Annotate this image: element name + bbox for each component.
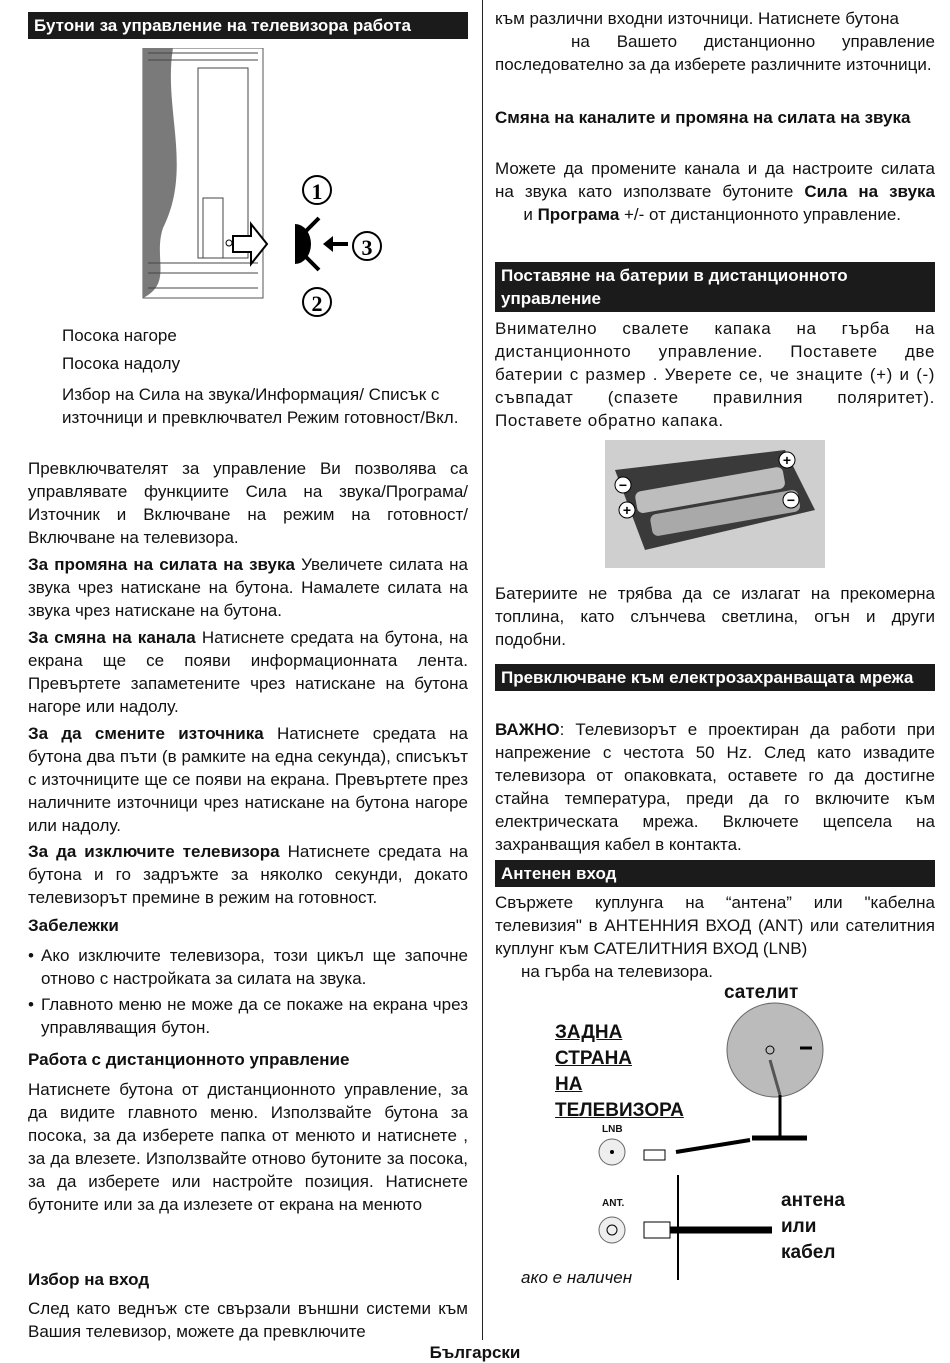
callout-2: 2 bbox=[311, 291, 323, 316]
tv-back-label: ЗАДНА СТРАНА НА ТЕЛЕВИЗОРА bbox=[555, 1022, 684, 1121]
source-paragraph: За да смените източника Натиснете средата на бутона два пъти (в рамките на една секунда), списъкът с източниците ще се появи на екрана. Превъртете през наличните източници чрез натискане на бутона нагоре или надолу. bbox=[28, 724, 468, 835]
cable-label: антена или кабел bbox=[781, 1190, 845, 1263]
power-header: Превключване към електрозахранващата мрежа bbox=[495, 664, 935, 691]
battery-header: Поставяне на батерии в дистанционното управление bbox=[495, 262, 935, 312]
antenna-paragraph: Свържете куплунга на “антена” или "кабелна телевизия" в АНТЕННИЯ ВХОД (ANT) или сателитния куплунг към САТЕЛИТНИЯ ВХОД (LNB) bbox=[495, 893, 935, 958]
volume-paragraph: За промяна на силата на звука Увеличете силата на звука чрез натискане на бутона. Намалете силата на звука чрез натискане на бутона. bbox=[28, 555, 468, 620]
channel-volume-title: Смяна на каналите и промяна на силата на звука bbox=[495, 108, 911, 127]
antenna-paragraph-2: на гърба на телевизора. bbox=[521, 962, 714, 981]
satellite-label: сателит bbox=[724, 982, 799, 1003]
button-item-select: Избор на Сила на звука/Информация/ Списък с източници и превключвател Режим готовност/Вкл. bbox=[62, 385, 459, 427]
svg-text:−: − bbox=[618, 477, 628, 493]
battery-warning: Батериите не трябва да се излагат на прекомерна топлина, като слънчева светлина, огън и други подобни. bbox=[495, 584, 935, 649]
battery-paragraph: Внимателно свалете капака на гърба на дистанционното управление. Поставете две батерии с размер . Уверете се, че знаците (+) и (-) съвпадат (спазете правилния поляритет). Поставете обратно капака. bbox=[495, 319, 935, 430]
off-paragraph: За да изключите телевизора Натиснете средата на бутона и го задръжте за няколко секунди, докато телевизорът премине в режим на готовност. bbox=[28, 842, 468, 907]
button-item-down: Посока надолу bbox=[62, 354, 181, 373]
lnb-label: LNB bbox=[602, 1124, 623, 1135]
button-item-up: Посока нагоре bbox=[62, 326, 177, 345]
remote-paragraph: Натиснете бутона от дистанционното управление, за да видите главното меню. Използвайте бутона за посока, за да изберете папка от менюто и натиснете , за да влезете. Използвайте отново бутоните за посока, за да изберете или настройте позиция. Натиснете бутоните или за да излезете от екрана на менюто bbox=[28, 1080, 468, 1214]
callout-1: 1 bbox=[311, 179, 323, 204]
svg-text:+: + bbox=[782, 452, 792, 468]
ant-label: ANT. bbox=[602, 1198, 625, 1209]
notes-title: Забележки bbox=[28, 916, 119, 935]
column-divider bbox=[482, 0, 483, 1340]
intro-paragraph: Превключвателят за управление Ви позволява са управлявате функциите Сила на звука/Програма/ Източник и Включване на режим на готовност/ Включване на телевизора. bbox=[28, 459, 468, 547]
tv-buttons-header: Бутони за управление на телевизора работа bbox=[28, 12, 468, 39]
note-item: • Ако изключите телевизора, този цикъл ще започне отново с настройката за силата на звука. bbox=[28, 946, 468, 988]
antenna-header: Антенен вход bbox=[495, 860, 935, 887]
if-available-note: ако е наличен bbox=[521, 1268, 633, 1287]
input-paragraph: След като веднъж сте свързали външни системи към Вашия телевизор, можете да превключите bbox=[28, 1299, 468, 1341]
tv-control-button-diagram bbox=[133, 48, 403, 323]
power-paragraph: ВАЖНО: Телевизорът е проектиран да работи при напрежение с честота 50 Hz. След като извадите телевизора от опаковката, оставете го да достигне стайна температура, преди да го включите към електрическата мрежа. Включете щепсела на захранващия кабел в контакта. bbox=[495, 720, 935, 854]
note-item: • Главното меню не може да се покаже на екрана чрез управляващия бутон. bbox=[28, 995, 468, 1037]
channel-volume-paragraph: Можете да промените канала и да настроите силата на звука като използвате бутоните Сила на звука и Програма +/- от дистанционното управление. bbox=[495, 159, 935, 224]
remote-title: Работа с дистанционното управление bbox=[28, 1050, 350, 1069]
page-language-footer: Български bbox=[429, 1343, 521, 1362]
callout-3: 3 bbox=[361, 235, 373, 260]
source-continued: към различни входни източници. Натиснете бутона bbox=[495, 9, 899, 28]
source-continued-2: на Вашето дистанционно управление последователно за да изберете различните източници. bbox=[495, 32, 935, 74]
channel-paragraph: За смяна на канала Натиснете средата на бутона, на екрана ще се появи информационната лента. Превъртете запаметените чрез натискане на бутона нагоре или надолу. bbox=[28, 628, 469, 716]
input-title: Избор на вход bbox=[28, 1270, 150, 1289]
svg-text:−: − bbox=[786, 492, 796, 508]
battery-illustration bbox=[605, 440, 825, 568]
svg-text:+: + bbox=[622, 502, 632, 518]
